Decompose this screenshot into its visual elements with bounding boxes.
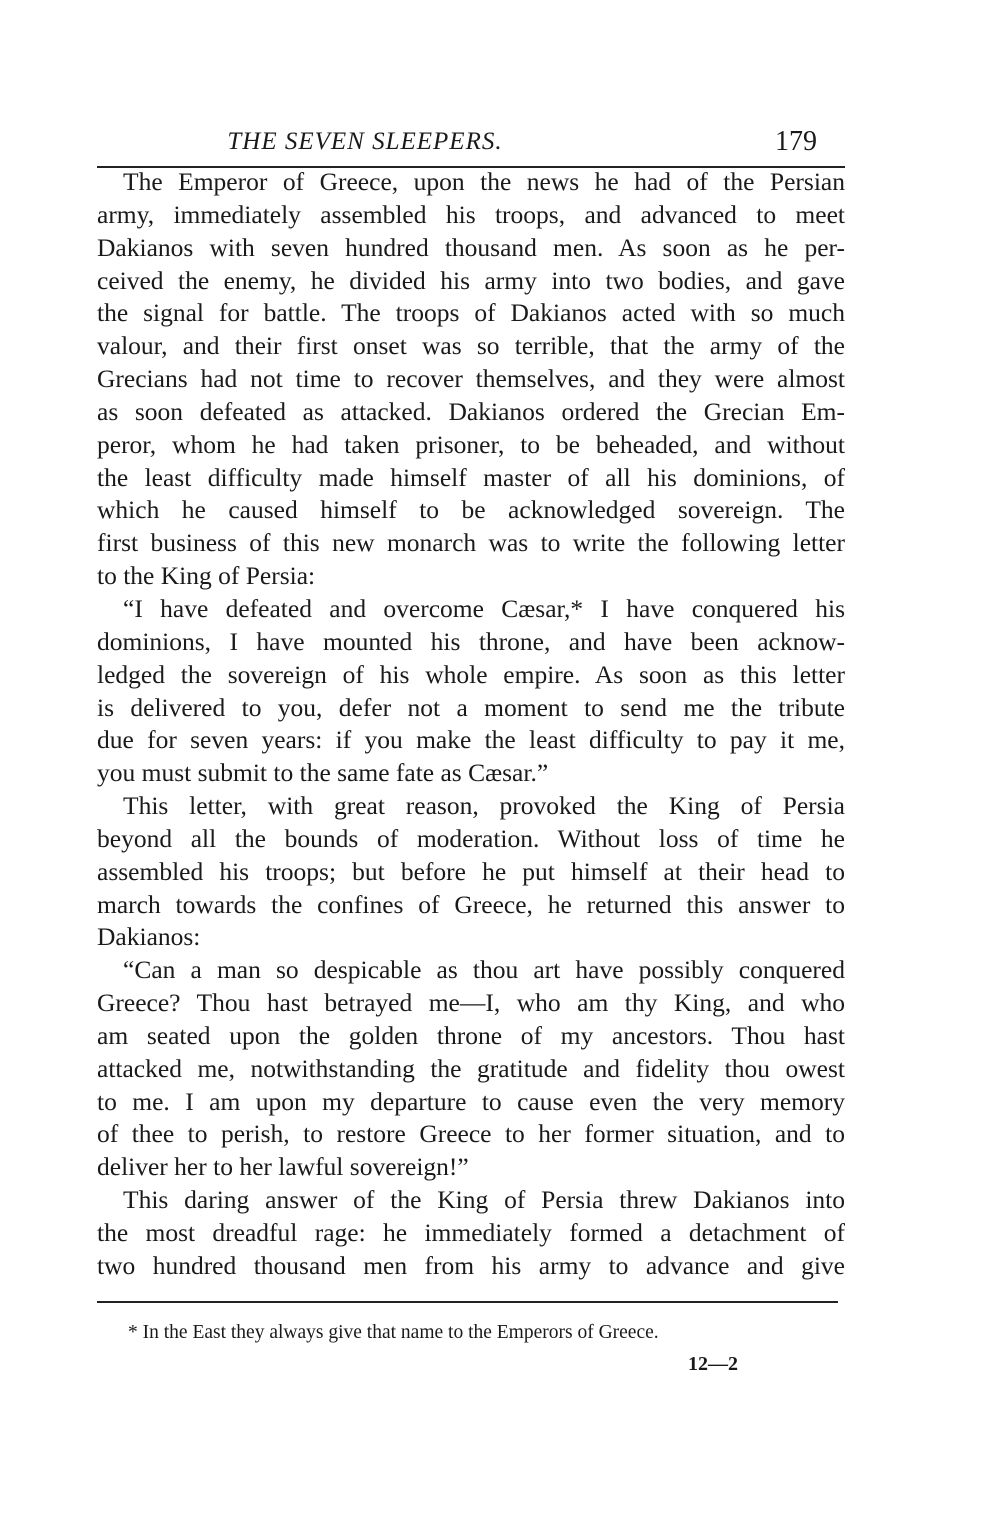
text-line: peror, whom he had taken prisoner, to be beheaded, and without bbox=[97, 429, 845, 459]
text-line: which he caused himself to be acknowledged sovereign. The bbox=[97, 495, 845, 525]
paragraph bbox=[97, 166, 845, 593]
paragraph bbox=[97, 1184, 845, 1283]
text-line: first business of this new monarch was to write the following letter bbox=[97, 528, 845, 558]
text-line: This daring answer of the King of Persia threw Dakianos into bbox=[123, 1185, 845, 1215]
text-line: to me. I am upon my departure to cause even the very memory bbox=[97, 1086, 845, 1116]
text-line: you must submit to the same fate as Cæsar.” bbox=[97, 758, 549, 788]
text-line: of thee to perish, to restore Greece to her former situation, and to bbox=[97, 1119, 845, 1149]
text-line: “Can a man so despicable as thou art have possibly conquered bbox=[123, 955, 845, 985]
paragraph bbox=[97, 790, 845, 954]
paragraph bbox=[97, 593, 845, 790]
page-number: 179 bbox=[775, 126, 817, 157]
text-line: is delivered to you, defer not a moment to send me the tribute bbox=[97, 692, 845, 722]
text-line: beyond all the bounds of moderation. Without loss of time he bbox=[97, 823, 845, 853]
body-text bbox=[97, 166, 845, 1283]
text-line: deliver her to her lawful sovereign!” bbox=[97, 1152, 469, 1182]
text-line: dominions, I have mounted his throne, and have been acknow- bbox=[97, 626, 845, 656]
text-line: as soon defeated as attacked. Dakianos ordered the Grecian Em- bbox=[97, 396, 845, 426]
text-line: the least difficulty made himself master of all his dominions, of bbox=[97, 462, 845, 492]
text-line: march towards the confines of Greece, he returned this answer to bbox=[97, 889, 845, 919]
text-line: assembled his troops; but before he put himself at their head to bbox=[97, 856, 845, 886]
text-line: army, immediately assembled his troops, and advanced to meet bbox=[97, 199, 845, 229]
footnote-rule bbox=[97, 1301, 838, 1303]
text-line: “I have defeated and overcome Cæsar,* I have conquered his bbox=[123, 593, 845, 623]
text-line: ceived the enemy, he divided his army into two bodies, and gave bbox=[97, 265, 845, 295]
text-line: the most dreadful rage: he immediately formed a detachment of bbox=[97, 1218, 845, 1247]
text-line: Grecians had not time to recover themselves, and they were almost bbox=[97, 364, 845, 394]
text-line: to the King of Persia: bbox=[97, 561, 316, 591]
text-line: am seated upon the golden throne of my ancestors. Thou hast bbox=[97, 1020, 845, 1050]
text-line: Greece? Thou hast betrayed me—I, who am thy King, and who bbox=[97, 988, 845, 1018]
footnote: * In the East they always give that name to the Emperors of Greece. bbox=[128, 1322, 659, 1343]
paragraph bbox=[97, 954, 845, 1184]
text-line: This letter, with great reason, provoked the King of Persia bbox=[123, 791, 845, 821]
text-line: The Emperor of Greece, upon the news he had of the Persian bbox=[123, 167, 845, 196]
running-title: THE SEVEN SLEEPERS. bbox=[227, 128, 503, 155]
signature-mark: 12—2 bbox=[688, 1353, 738, 1375]
text-line: ledged the sovereign of his whole empire. As soon as this letter bbox=[97, 659, 845, 689]
text-line: attacked me, notwithstanding the gratitude and fidelity thou owest bbox=[97, 1053, 845, 1083]
text-line: Dakianos with seven hundred thousand men. As soon as he per- bbox=[97, 232, 845, 262]
text-line: Dakianos: bbox=[97, 922, 201, 952]
text-line: due for seven years: if you make the least difficulty to pay it me, bbox=[97, 725, 845, 755]
text-line: the signal for battle. The troops of Dakianos acted with so much bbox=[97, 298, 845, 328]
text-line: valour, and their first onset was so terrible, that the army of the bbox=[97, 331, 845, 361]
text-line: two hundred thousand men from his army to advance and give bbox=[97, 1250, 845, 1280]
